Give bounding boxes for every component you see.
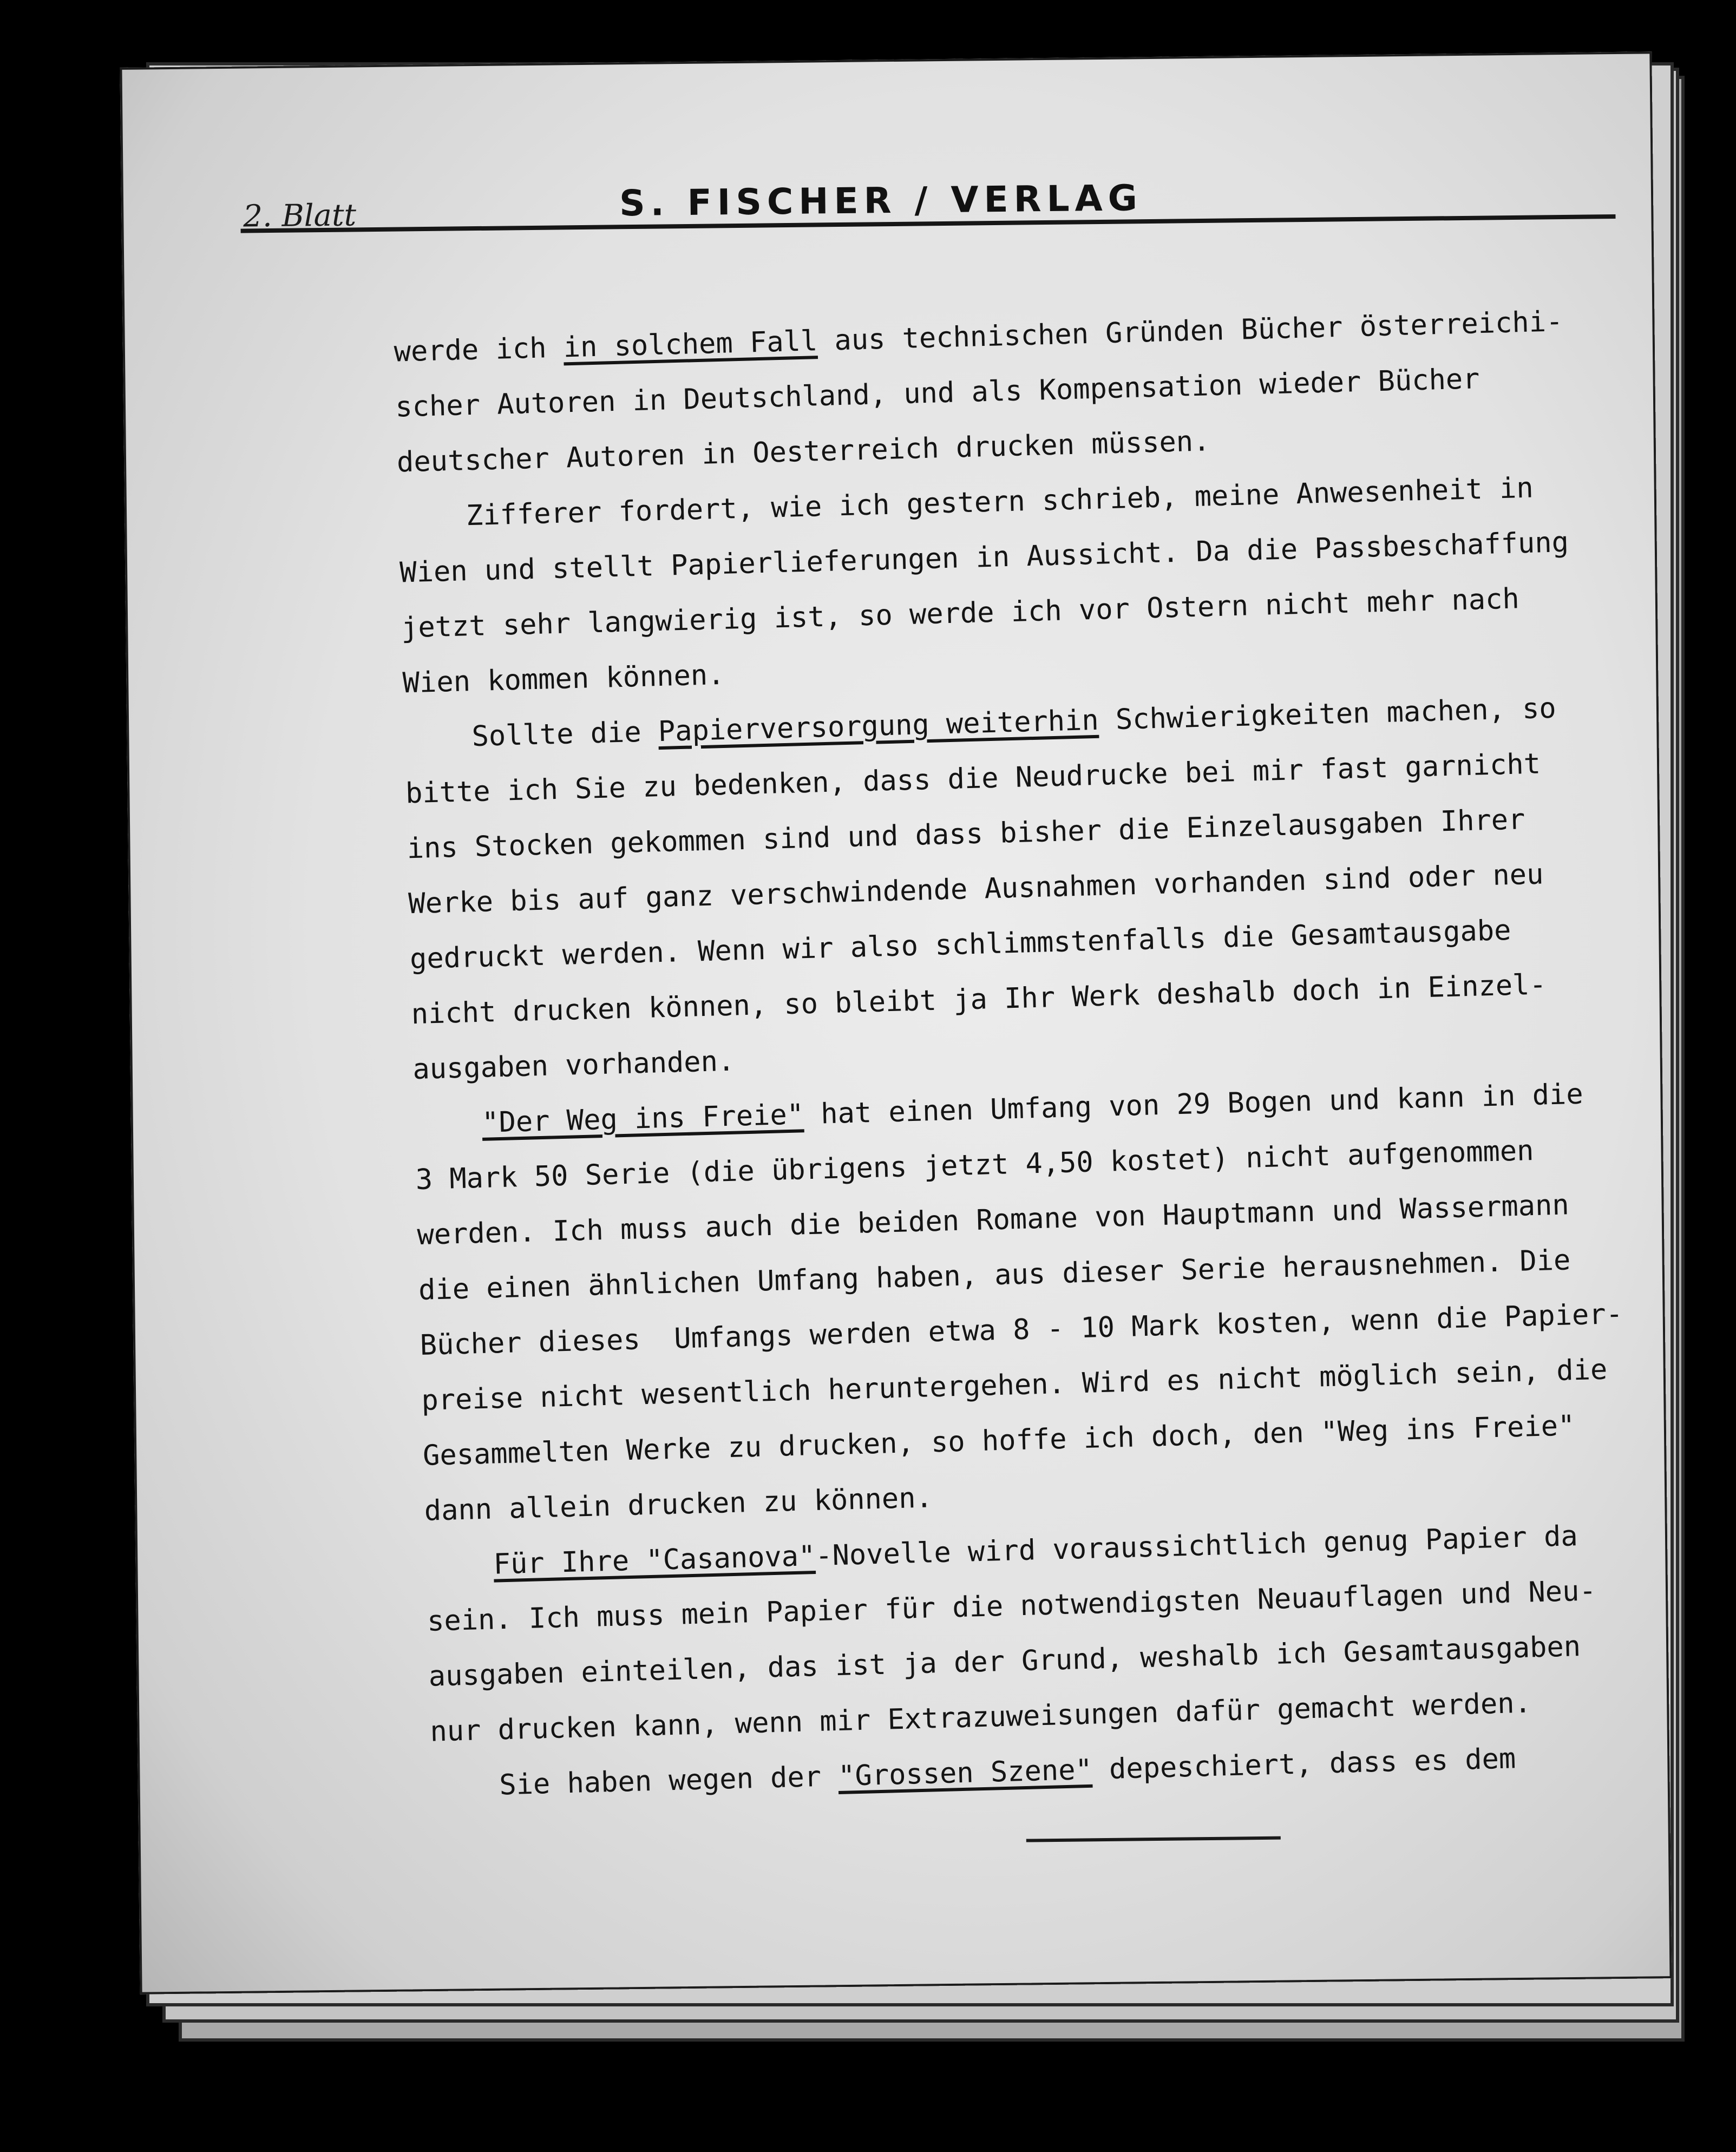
text-segment: Gesammelten Werke zu drucken, so hoffe ich doch, den "Weg ins Freie" — [422, 1409, 1576, 1472]
text-segment: sein. Ich muss mein Papier für die notwendigsten Neuauflagen und Neu- — [427, 1574, 1597, 1638]
text-segment: bitte ich Sie zu bedenken, dass die Neudrucke bei mir fast garnicht — [405, 747, 1541, 810]
text-segment: Sie haben wegen der — [431, 1760, 839, 1803]
text-segment: Sollte die — [403, 716, 659, 755]
text-segment — [425, 1549, 494, 1583]
text-segment: ausgaben einteilen, das ist ja der Grund, weshalb ich Gesamtausgaben — [428, 1630, 1581, 1693]
underlined-segment: "Der Weg ins Freie" — [481, 1098, 804, 1139]
text-segment: jetzt sehr langwierig ist, so werde ich vor Ostern nicht mehr nach — [401, 582, 1520, 645]
text-segment: Schwierigkeiten machen, so — [1098, 692, 1557, 737]
text-segment — [414, 1107, 482, 1141]
page-label: 2. Blatt — [243, 198, 357, 234]
text-segment: -Novelle wird voraussichtlich genug Papier da — [815, 1520, 1578, 1573]
text-segment: 3 Mark 50 Serie (die übrigens jetzt 4,50 kostet) nicht aufgenommen — [415, 1134, 1535, 1197]
underlined-segment: Papierversorgung weiterhin — [658, 704, 1099, 749]
text-segment: deutscher Autoren in Oesterreich drucken müssen. — [396, 425, 1211, 479]
text-segment: nicht drucken können, so bleibt ja Ihr Werk deshalb doch in Einzel- — [411, 968, 1547, 1031]
text-segment: die einen ähnlichen Umfang haben, aus dieser Serie herausnehmen. Die — [418, 1244, 1571, 1307]
underlined-segment: "Grossen Szene" — [837, 1753, 1093, 1793]
underlined-segment: in solchem Fall — [562, 325, 818, 364]
text-segment: ins Stocken gekommen sind und dass bisher die Einzelausgaben Ihrer — [407, 803, 1526, 865]
text-segment: Wien und stellt Papierlieferungen in Aussicht. Da die Passbeschaffung — [399, 526, 1569, 589]
text-segment: Werke bis auf ganz verschwindende Ausnahmen vorhanden sind oder neu — [408, 858, 1544, 921]
text-segment: werden. Ich muss auch die beiden Romane von Hauptmann und Wassermann — [416, 1189, 1570, 1252]
text-segment: aus technischen Gründen Bücher österreichi- — [817, 305, 1564, 358]
text-segment: preise nicht wesentlich heruntergehen. Wird es nicht möglich sein, die — [421, 1353, 1608, 1417]
text-segment: ausgaben vorhanden. — [412, 1045, 735, 1086]
text-segment: dann allein drucken zu können. — [424, 1481, 933, 1527]
underlined-segment: Für Ihre "Casanova" — [493, 1540, 816, 1581]
text-segment: werde ich — [393, 331, 564, 369]
text-segment: Bücher dieses Umfangs werden etwa 8 - 10 Mark kosten, wenn die Papier- — [420, 1297, 1623, 1362]
text-segment: scher Autoren in Deutschland, und als Kompensation wieder Bücher — [395, 363, 1480, 424]
text-segment: nur drucken kann, wenn mir Extrazuweisungen dafür gemacht werden. — [429, 1687, 1532, 1748]
text-segment: gedruckt werden. Wenn wir also schlimmstenfalls die Gesamtausgabe — [409, 914, 1512, 976]
text-segment: hat einen Umfang von 29 Bogen und kann in die — [803, 1078, 1584, 1131]
text-segment: depeschiert, dass es dem — [1091, 1742, 1516, 1786]
text-segment: Wien kommen können. — [402, 658, 725, 700]
letterhead: S. FISCHER / VERLAG — [619, 177, 1143, 225]
letter-body — [393, 289, 1736, 1814]
letter-page — [120, 51, 1672, 1994]
closing-rule — [1026, 1836, 1281, 1842]
text-segment: Zifferer fordert, wie ich gestern schrieb, meine Anwesenheit in — [397, 471, 1534, 534]
